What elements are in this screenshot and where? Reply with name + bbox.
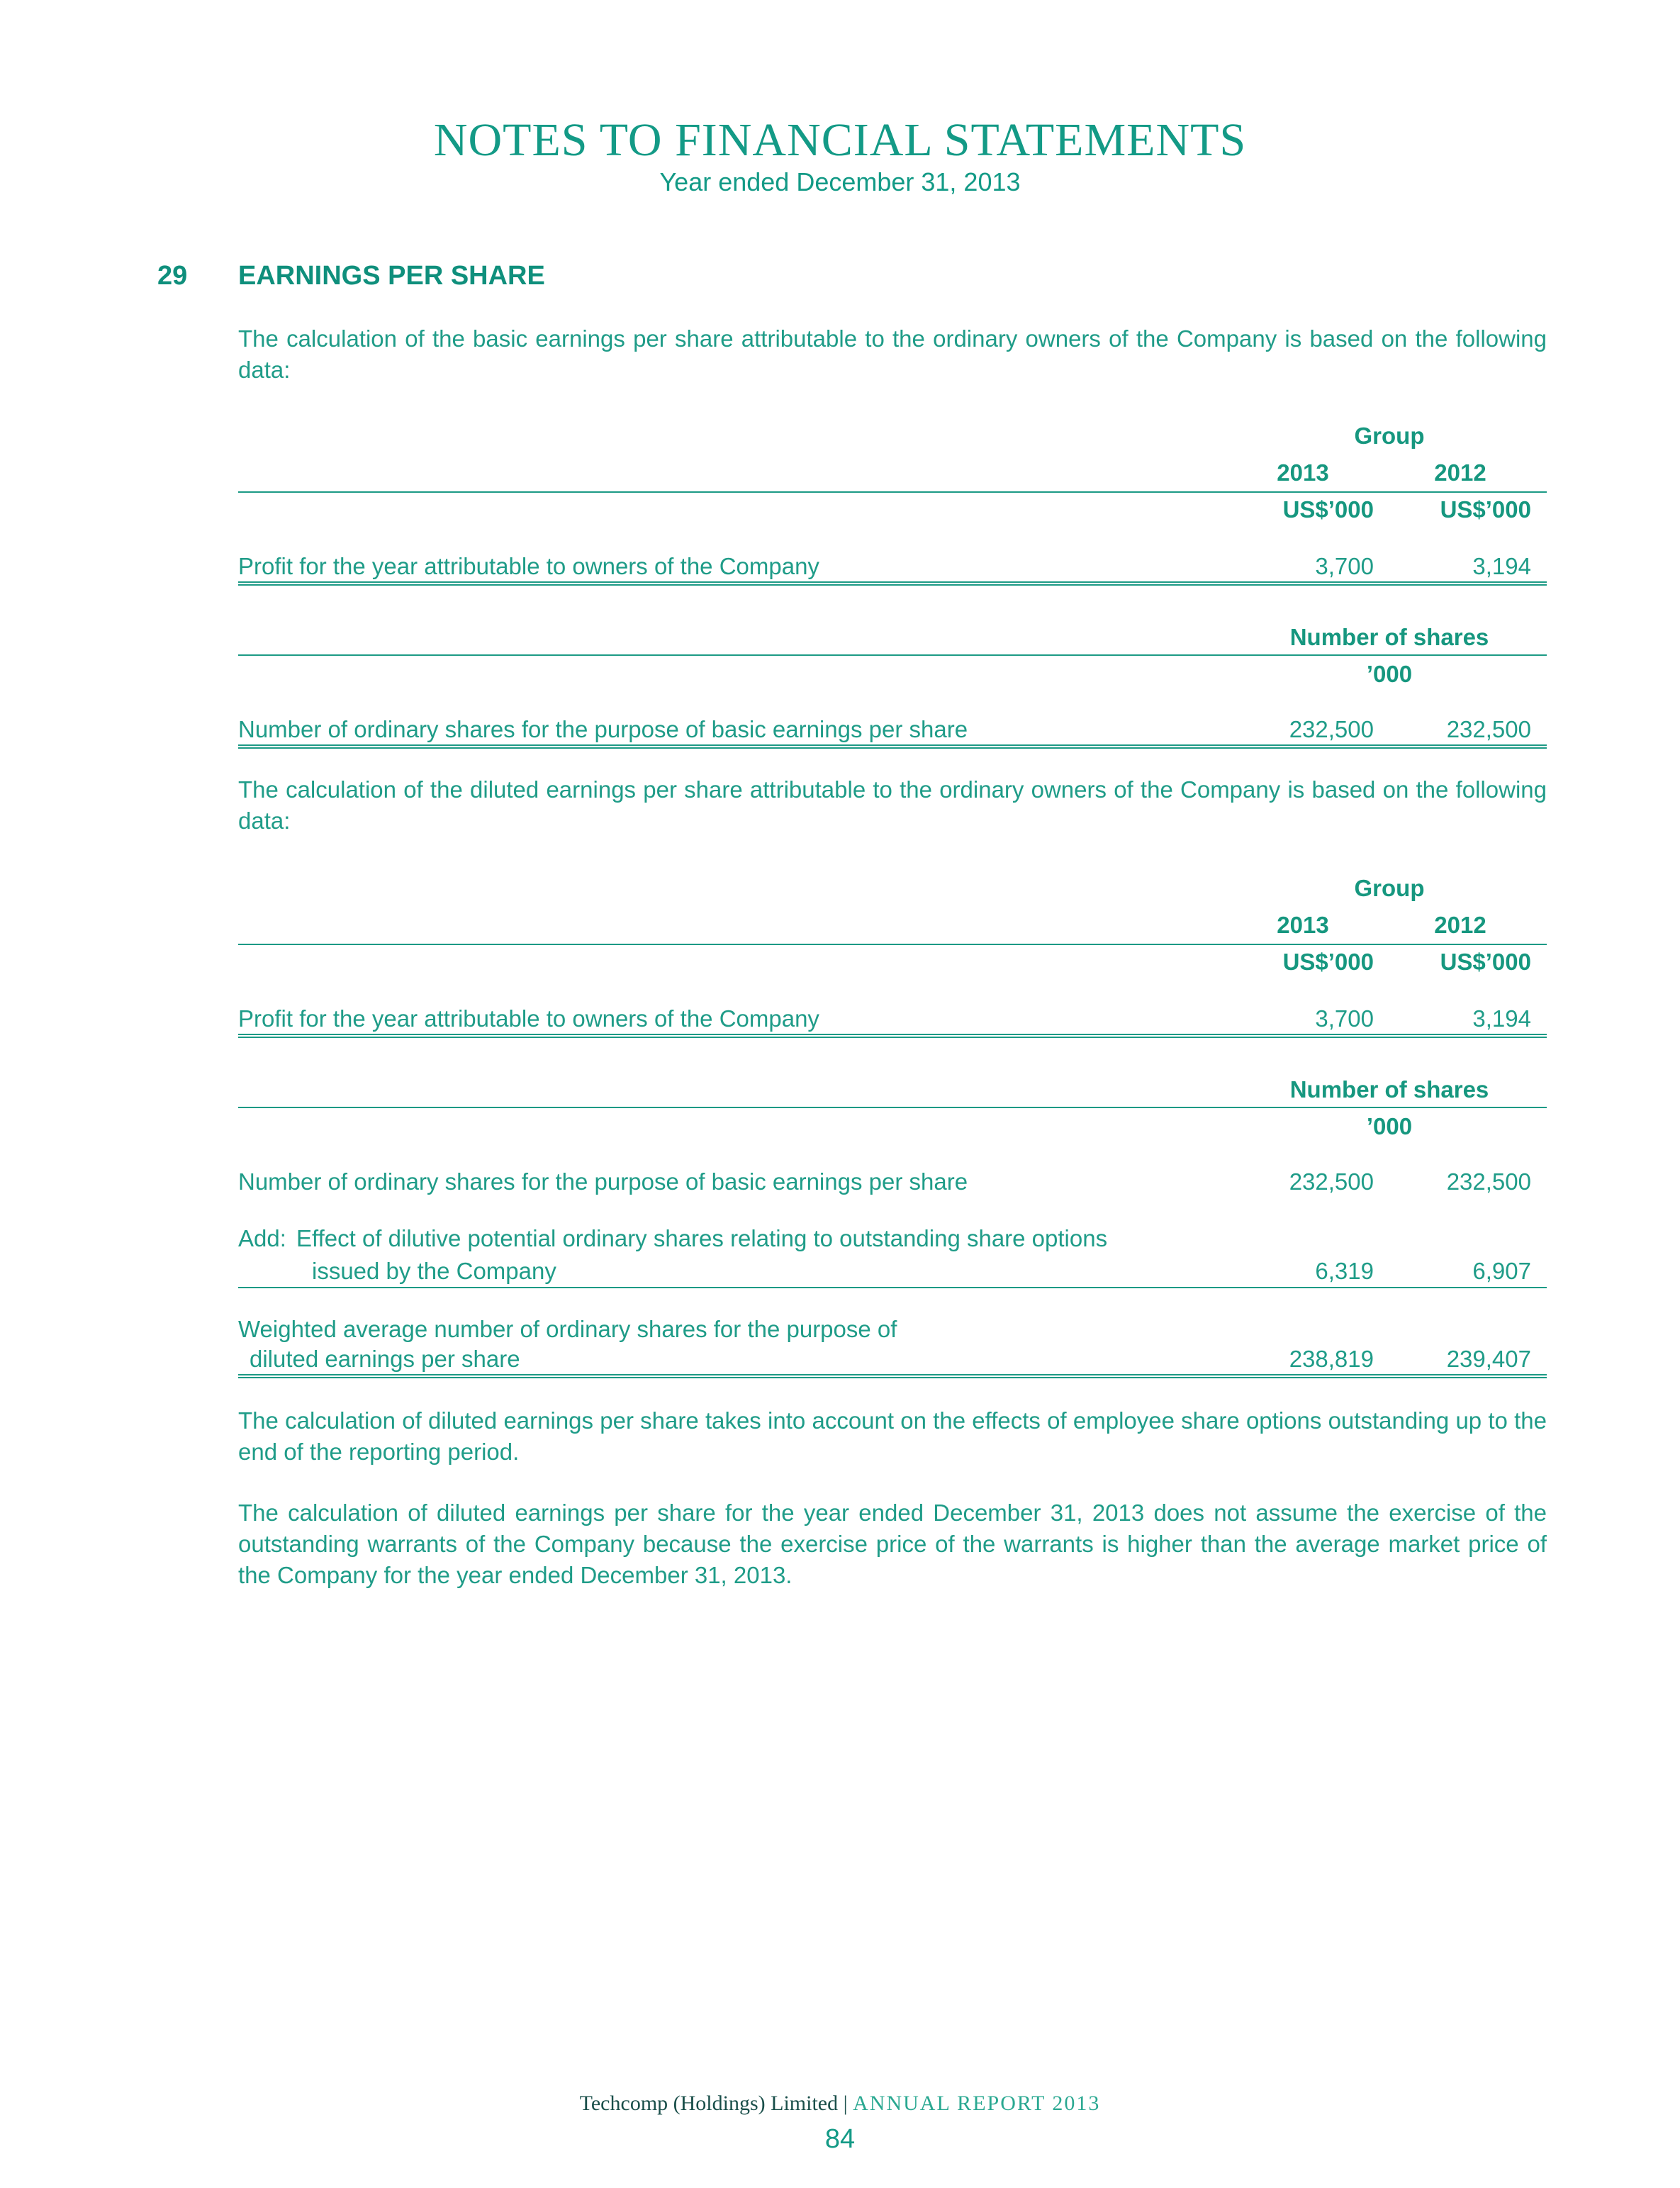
basic-intro-paragraph: The calculation of the basic earnings per share attributable to the ordinary owners of the Company is based on the following data: (238, 325, 1547, 383)
diluted-unit-2013: US$’000 (1282, 949, 1374, 975)
diluted-basic-shares-2013: 232,500 (1289, 1168, 1374, 1195)
weighted-double-rule (238, 1374, 1547, 1378)
add-prefix: Add: (238, 1225, 286, 1251)
section-title: EARNINGS PER SHARE (238, 261, 545, 291)
diluted-profit-2012: 3,194 (1472, 1005, 1531, 1032)
basic-shares-rule (238, 654, 1547, 656)
add-line-1: Effect of dilutive potential ordinary shares relating to outstanding share options (296, 1225, 1108, 1251)
diluted-basic-shares-label: Number of ordinary shares for the purpose of basic earnings per share (238, 1168, 968, 1195)
add-line-2: issued by the Company (312, 1258, 556, 1284)
basic-unit-2012: US$’000 (1440, 496, 1531, 523)
basic-profit-2012: 3,194 (1472, 553, 1531, 579)
diluted-shares-rule (238, 1107, 1547, 1108)
basic-shares-header: Number of shares (1289, 624, 1489, 650)
basic-header-rule (238, 491, 1547, 493)
weighted-line-2: diluted earnings per share (250, 1346, 520, 1372)
diluted-shares-unit: ’000 (1366, 1113, 1413, 1139)
basic-profit-double-rule (238, 581, 1547, 586)
weighted-value-2012: 239,407 (1446, 1346, 1531, 1372)
basic-shares-double-rule (238, 744, 1547, 749)
diluted-basic-shares-2012: 232,500 (1446, 1168, 1531, 1195)
footer-separator: | (843, 2092, 848, 2115)
note-paragraph-1: The calculation of diluted earnings per share takes into account on the effects of employee share options outstanding up to the end of the reporting period. (238, 1407, 1547, 1465)
weighted-value-2013: 238,819 (1289, 1346, 1374, 1372)
page-title: NOTES TO FINANCIAL STATEMENTS (433, 114, 1247, 166)
diluted-intro-paragraph: The calculation of the diluted earnings per share attributable to the ordinary owners of the Company is based on the following data: (238, 776, 1547, 834)
basic-shares-label: Number of ordinary shares for the purpose of basic earnings per share (238, 716, 968, 742)
note-paragraph-2: The calculation of diluted earnings per share for the year ended December 31, 2013 does not assume the exercise of the outstanding warrants of the Company because the exercise price of the warrants is higher than the average market price of the Company for the year ended December 31, 2013. (238, 1500, 1547, 1588)
add-row-rule (238, 1287, 1547, 1288)
basic-shares-2012: 232,500 (1446, 716, 1531, 742)
add-value-2013: 6,319 (1315, 1258, 1374, 1284)
add-value-2012: 6,907 (1472, 1258, 1531, 1284)
basic-group-label: Group (1354, 423, 1425, 449)
diluted-year-2013: 2013 (1277, 912, 1329, 938)
basic-profit-2013: 3,700 (1315, 553, 1374, 579)
weighted-line-1: Weighted average number of ordinary shares for the purpose of (238, 1316, 897, 1342)
diluted-profit-double-rule (238, 1034, 1547, 1038)
diluted-group-label: Group (1354, 875, 1425, 901)
basic-unit-2013: US$’000 (1282, 496, 1374, 523)
page-subtitle: Year ended December 31, 2013 (659, 167, 1021, 196)
basic-shares-unit: ’000 (1366, 661, 1413, 687)
footer-report-line (0, 2092, 1680, 2116)
diluted-unit-2012: US$’000 (1440, 949, 1531, 975)
diluted-year-2012: 2012 (1434, 912, 1486, 938)
basic-year-2013: 2013 (1277, 459, 1329, 486)
page-number: 84 (824, 2124, 856, 2154)
section-number: 29 (157, 261, 188, 291)
diluted-shares-header: Number of shares (1289, 1076, 1489, 1103)
diluted-header-rule (238, 944, 1547, 945)
diluted-profit-label: Profit for the year attributable to owners of the Company (238, 1005, 819, 1032)
footer-company: Techcomp (Holdings) Limited (579, 2092, 839, 2115)
basic-year-2012: 2012 (1434, 459, 1486, 486)
diluted-profit-2013: 3,700 (1315, 1005, 1374, 1032)
footer-report-title: ANNUAL REPORT 2013 (853, 2092, 1101, 2115)
basic-shares-2013: 232,500 (1289, 716, 1374, 742)
basic-profit-label: Profit for the year attributable to owners of the Company (238, 553, 819, 579)
